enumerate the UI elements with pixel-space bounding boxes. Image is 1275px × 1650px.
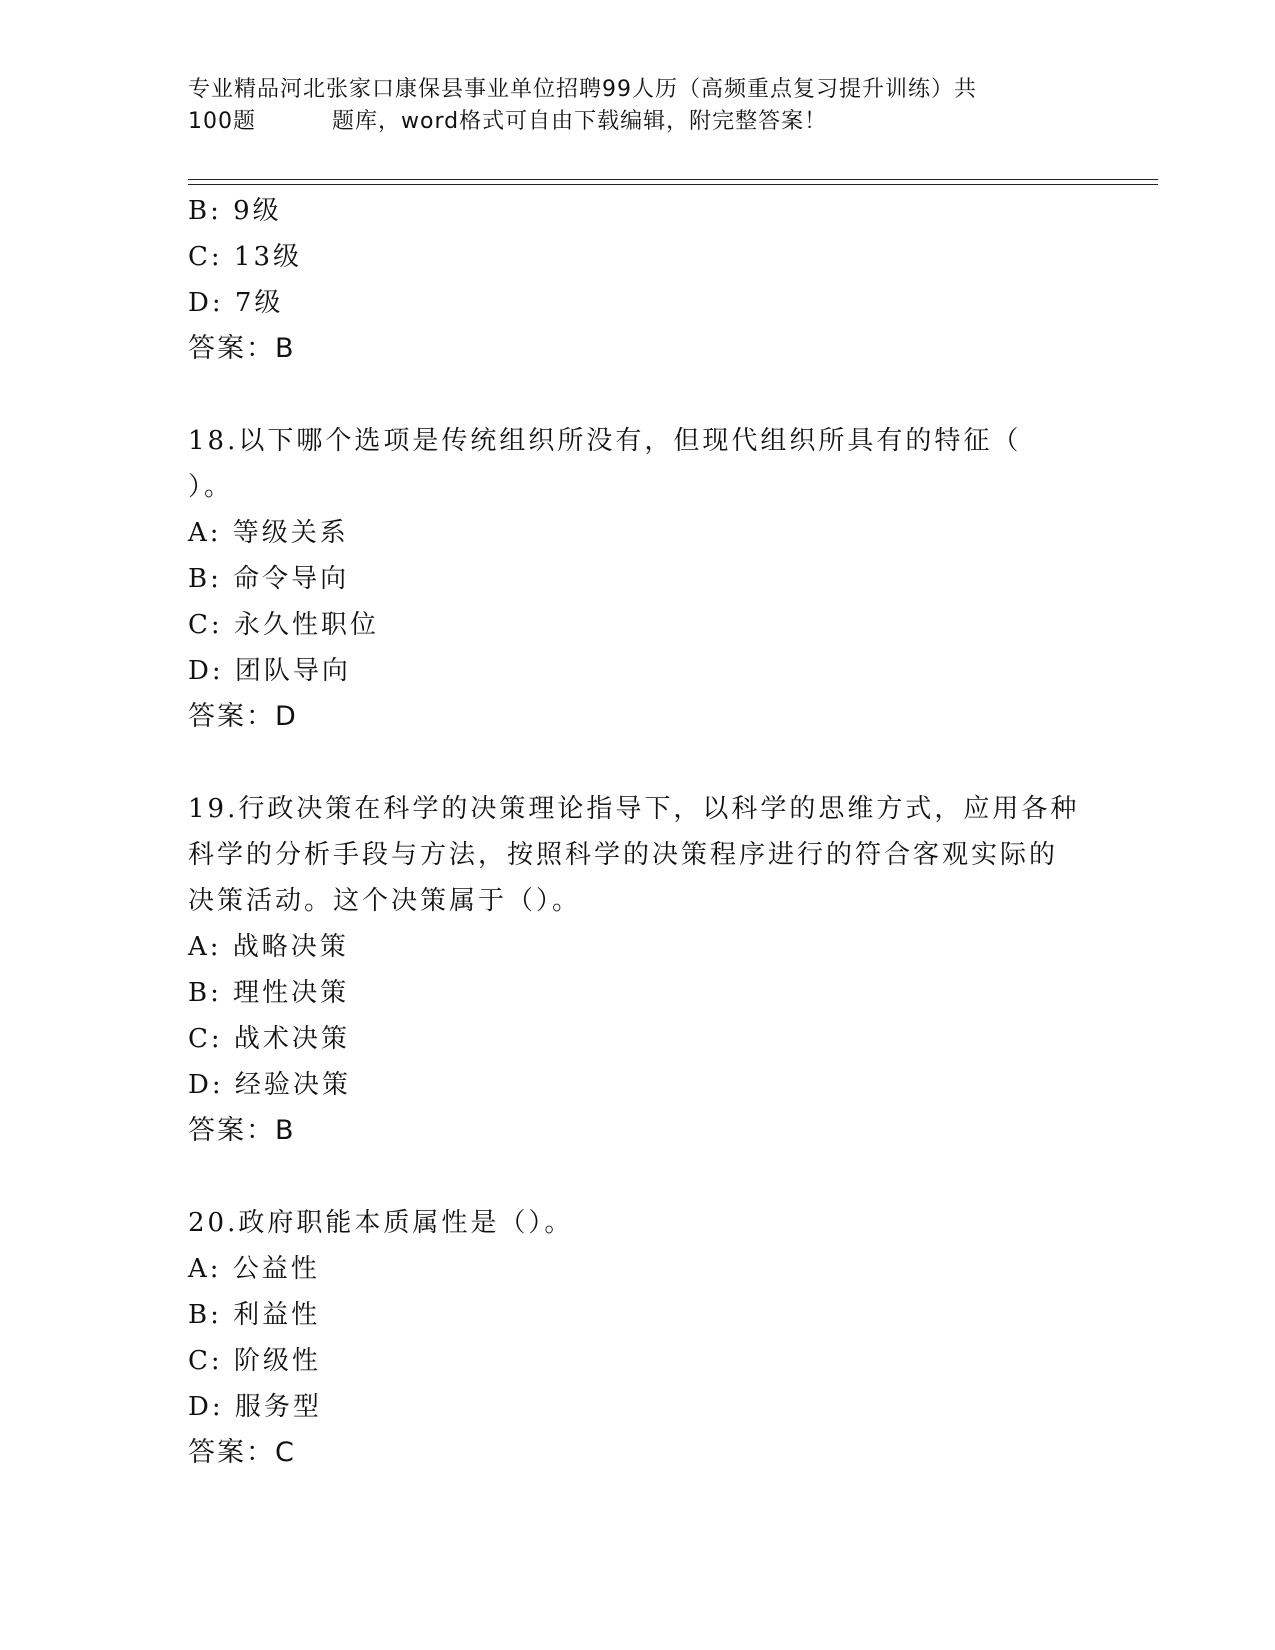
question-text-line: 科学的分析手段与方法，按照科学的决策程序进行的符合客观实际的: [188, 840, 1059, 870]
option-d: D: 7级: [188, 288, 284, 318]
question-20: [188, 1200, 1088, 1476]
answer-line: 答案：C: [188, 1437, 296, 1468]
header-title-line-2: [188, 106, 1068, 138]
question-text-line: 决策活动。这个决策属于（）。: [188, 886, 582, 916]
header-description: 题库，word格式可自由下载编辑，附完整答案！: [332, 109, 828, 134]
question-content: [188, 188, 1088, 1476]
option-b: B: 利益性: [188, 1300, 321, 1330]
option-d: D: 经验决策: [188, 1070, 351, 1100]
question-text-line: 19.行政决策在科学的决策理论指导下，以科学的思维方式，应用各种: [188, 794, 1080, 824]
option-c: C: 13级: [188, 242, 303, 272]
answer-line: 答案：B: [188, 1115, 296, 1146]
answer-line: 答案：D: [188, 701, 298, 732]
header-divider-top: [188, 179, 1158, 180]
option-d: D: 服务型: [188, 1392, 322, 1422]
option-c: C: 阶级性: [188, 1346, 321, 1376]
carryover-block: [188, 188, 1088, 372]
question-text-line: 20.政府职能本质属性是（）。: [188, 1208, 574, 1238]
spacer: [188, 1154, 1088, 1200]
spacer: [188, 740, 1088, 786]
question-18: [188, 418, 1088, 740]
option-b: B: 理性决策: [188, 978, 350, 1008]
option-b: B: 9级: [188, 196, 282, 226]
option-d: D: 团队导向: [188, 656, 351, 686]
option-c: C: 永久性职位: [188, 610, 379, 640]
spacer: [188, 372, 1088, 418]
question-text-line: ）。: [188, 472, 234, 502]
header-question-count: 100题: [188, 109, 256, 134]
option-a: A: 等级关系: [188, 518, 349, 548]
option-b: B: 命令导向: [188, 564, 350, 594]
question-19: [188, 786, 1088, 1154]
option-c: C: 战术决策: [188, 1024, 350, 1054]
header-title-line-1: 专业精品河北张家口康保县事业单位招聘99人历（高频重点复习提升训练）共: [188, 77, 977, 102]
header-divider-bottom: [188, 184, 1158, 185]
question-text-line: 18.以下哪个选项是传统组织所没有，但现代组织所具有的特征（: [188, 426, 1022, 456]
option-a: A: 战略决策: [188, 932, 349, 962]
answer-line: 答案：B: [188, 333, 296, 364]
option-a: A: 公益性: [188, 1254, 320, 1284]
document-header: [188, 74, 1068, 138]
